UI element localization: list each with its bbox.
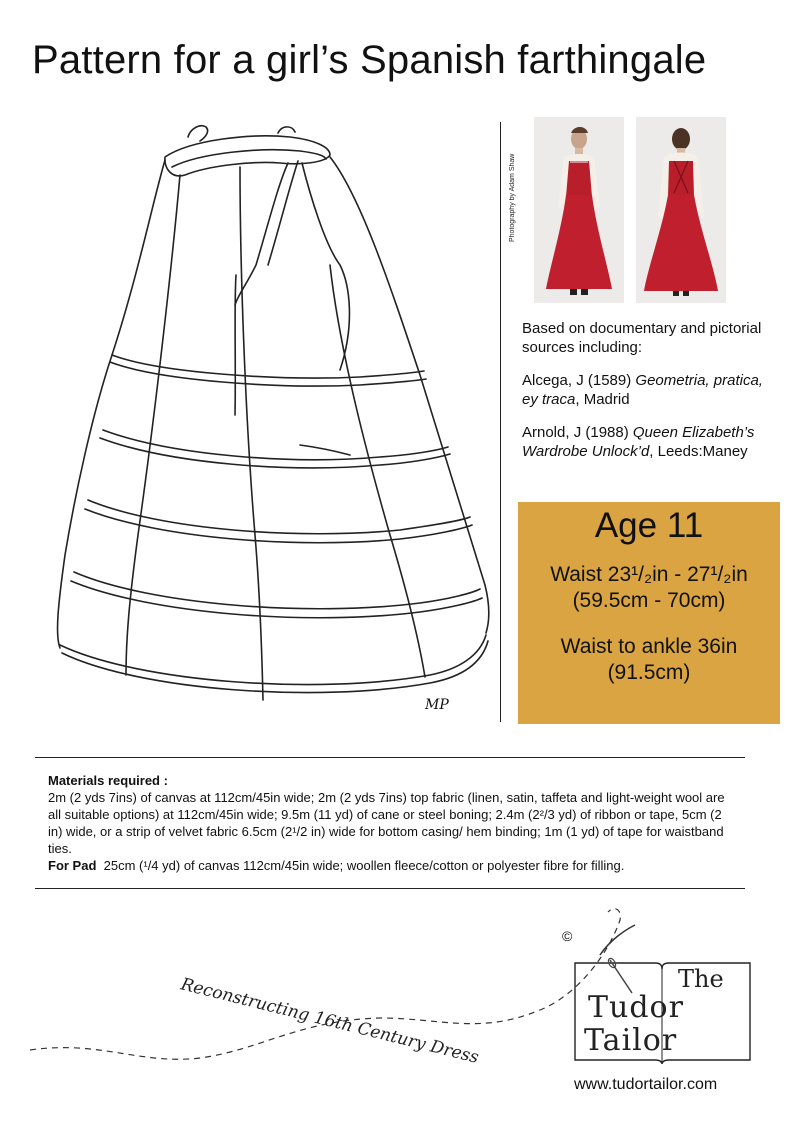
back-view-photo (636, 117, 726, 303)
page-title: Pattern for a girl’s Spanish farthingale (32, 38, 707, 82)
svg-text:Tudor: Tudor (588, 990, 684, 1025)
materials-section (48, 772, 738, 874)
svg-text:The: The (678, 965, 724, 993)
sources-list (522, 319, 782, 475)
divider-bottom (35, 888, 745, 889)
tagline: Reconstructing 16th Century Dress (178, 974, 481, 1068)
size-box (518, 502, 780, 724)
svg-text:Tailor: Tailor (584, 1023, 678, 1058)
website-link[interactable]: www.tudortailor.com (574, 1076, 718, 1093)
photo-credit: Photography by Adam Shaw (509, 153, 516, 242)
pad-materials: For Pad 25cm (¹/4 yd) of canvas 112cm/45in wide; woollen fleece/cotton or polyester fibre for filling. (48, 858, 625, 873)
tudor-tailor-logo (570, 955, 755, 1065)
waist-measurement: Waist 23¹/₂in - 27¹/₂in (59.5cm - 70cm) (550, 563, 748, 612)
waist-to-ankle-measurement: Waist to ankle 36in (91.5cm) (560, 635, 738, 684)
sources-intro: Based on documentary and pictorial sources including: (522, 320, 762, 356)
materials-text: 2m (2 yds 7ins) of canvas at 112cm/45in wide; 2m (2 yds 7ins) top fabric (linen, satin, taffeta and light-weight wool are all suitable options) at 112cm/45in wide; 9.5m (11 yd) of cane or steel boning; 2.4m (2²/3 yd) of ribbon or tape, 5cm (2 in) wide, or a strip of velvet fabric 6.5cm (2¹/2 in) wide for bottom casing/ hem binding; 1m (1 yd) of tape for waistband ties. (48, 790, 725, 856)
divider-top (35, 757, 745, 758)
front-view-photo (534, 117, 624, 303)
column-divider (500, 122, 501, 722)
source-arnold: Arnold, J (1988) Queen Elizabeth’s Wardrobe Unlock’d, Leeds:Maney (522, 424, 755, 460)
farthingale-illustration (40, 115, 500, 725)
signature: MP (425, 697, 449, 713)
copyright-symbol: © (562, 928, 573, 944)
age-label: Age 11 (594, 506, 704, 545)
materials-heading: Materials required : (48, 773, 168, 788)
source-alcega: Alcega, J (1589) Geometria, pratica, ey traca, Madrid (522, 372, 763, 408)
